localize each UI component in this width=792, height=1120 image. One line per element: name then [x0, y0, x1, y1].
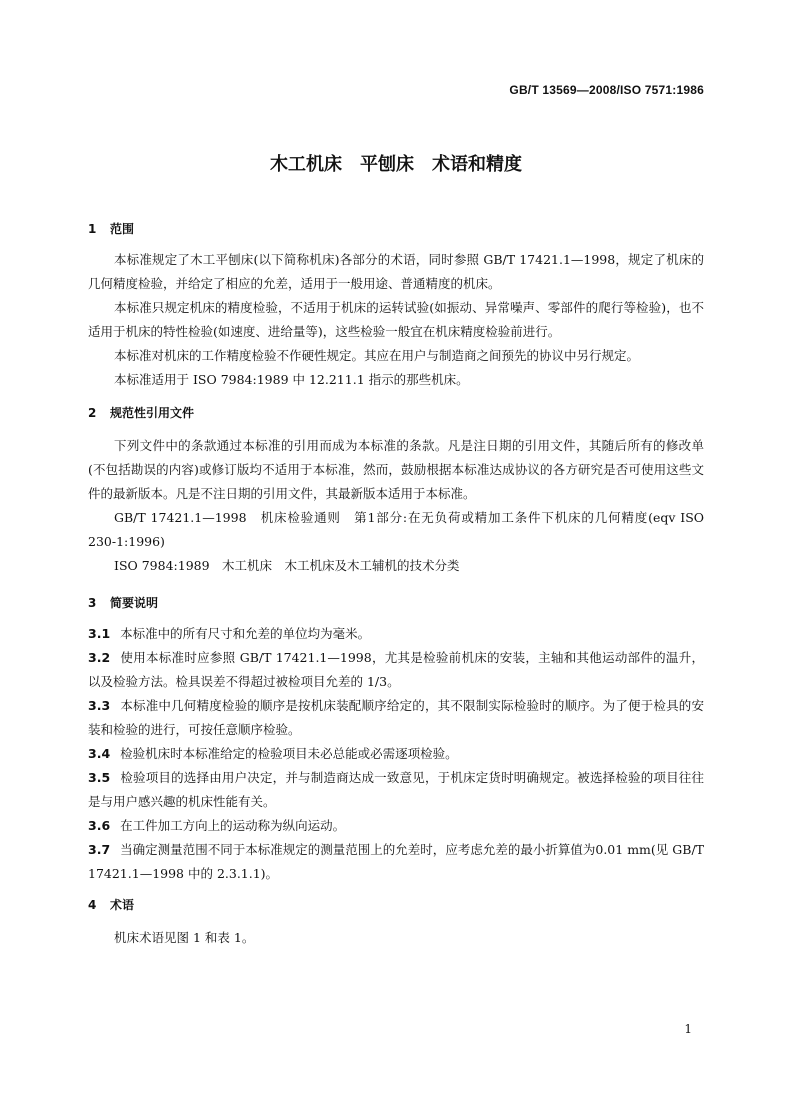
paragraph: 本标准适用于 ISO 7984:1989 中 12.211.1 指示的那些机床。 [114, 372, 469, 387]
clause-number: 3.7 [88, 842, 111, 857]
standard-code: GB/T 13569—2008/ISO 7571:1986 [509, 83, 704, 97]
section-title: 范围 [110, 222, 135, 236]
clause [88, 646, 704, 694]
paragraph: 下列文件中的条款通过本标准的引用而成为本标准的条款。凡是注日期的引用文件，其随后所有的修改单(不包括勘误的内容)或修订版均不适用于本标准，然而，鼓励根据本标准达成协议的各方研究是否可使用这些文件的最新版本。凡是不注日期的引用文件，其最新版本适用于本标准。 [88, 438, 704, 501]
section-1-heading [88, 220, 134, 237]
clause-number: 3.3 [88, 698, 111, 713]
clause [88, 838, 704, 886]
clause-number: 3.4 [88, 746, 111, 761]
section-3-heading [88, 594, 158, 611]
page-number: 1 [684, 1022, 692, 1036]
clause [88, 814, 704, 838]
section-title: 术语 [110, 898, 135, 912]
section-number: 4 [88, 898, 97, 912]
section-4-heading [88, 896, 134, 913]
section-2-heading [88, 404, 194, 421]
clause-number: 3.2 [88, 650, 111, 665]
clause-number: 3.5 [88, 770, 111, 785]
reference-entry: ISO 7984:1989 木工机床 木工机床及木工辅机的技术分类 [114, 558, 460, 573]
section-title: 规范性引用文件 [110, 406, 195, 420]
document-title: 木工机床 平刨床 术语和精度 [270, 154, 522, 175]
clause-number: 3.6 [88, 818, 111, 833]
paragraph: 本标准对机床的工作精度检验不作硬性规定。其应在用户与制造商之间预先的协议中另行规定。 [114, 348, 640, 363]
section-number: 1 [88, 222, 97, 236]
clause [88, 694, 704, 742]
paragraph: 本标准只规定机床的精度检验，不适用于机床的运转试验(如振动、异常噪声、零部件的爬行等检验)，也不适用于机床的特性检验(如速度、进给量等)，这些检验一般宜在机床精度检验前进行。 [88, 300, 704, 339]
reference-entry: GB/T 17421.1—1998 机床检验通则 第1部分:在无负荷或精加工条件下机床的几何精度(eqv ISO 230-1:1996) [88, 510, 704, 549]
paragraph: 机床术语见图 1 和表 1。 [114, 930, 255, 945]
paragraph: 本标准规定了木工平刨床(以下简称机床)各部分的术语，同时参照 GB/T 17421.1—1998，规定了机床的几何精度检验，并给定了相应的允差，适用于一般用途、普通精度的机床。 [88, 252, 704, 291]
clause-text: 本标准中的所有尺寸和允差的单位均为毫米。 [120, 626, 371, 641]
clause-text: 当确定测量范围不同于本标准规定的测量范围上的允差时，应考虑允差的最小折算值为0.01 mm(见 GB/T 17421.1—1998 中的 2.3.1.1)。 [88, 842, 704, 881]
clause-text: 检验机床时本标准给定的检验项目未必总能或必需逐项检验。 [120, 746, 458, 761]
section-number: 3 [88, 596, 97, 610]
clause-text: 使用本标准时应参照 GB/T 17421.1—1998，尤其是检验前机床的安装，主轴和其他运动部件的温升，以及检验方法。检具误差不得超过被检项目允差的 1/3。 [88, 650, 704, 689]
clause-text: 本标准中几何精度检验的顺序是按机床装配顺序给定的，其不限制实际检验时的顺序。为了便于检具的安装和检验的进行，可按任意顺序检验。 [88, 698, 704, 737]
clause [88, 742, 704, 766]
clause-number: 3.1 [88, 626, 111, 641]
clause-text: 检验项目的选择由用户决定，并与制造商达成一致意见，于机床定货时明确规定。被选择检验的项目往往是与用户感兴趣的机床性能有关。 [88, 770, 704, 809]
clause-text: 在工件加工方向上的运动称为纵向运动。 [120, 818, 346, 833]
clause [88, 622, 704, 646]
section-number: 2 [88, 406, 97, 420]
clause [88, 766, 704, 814]
section-title: 简要说明 [110, 596, 159, 610]
